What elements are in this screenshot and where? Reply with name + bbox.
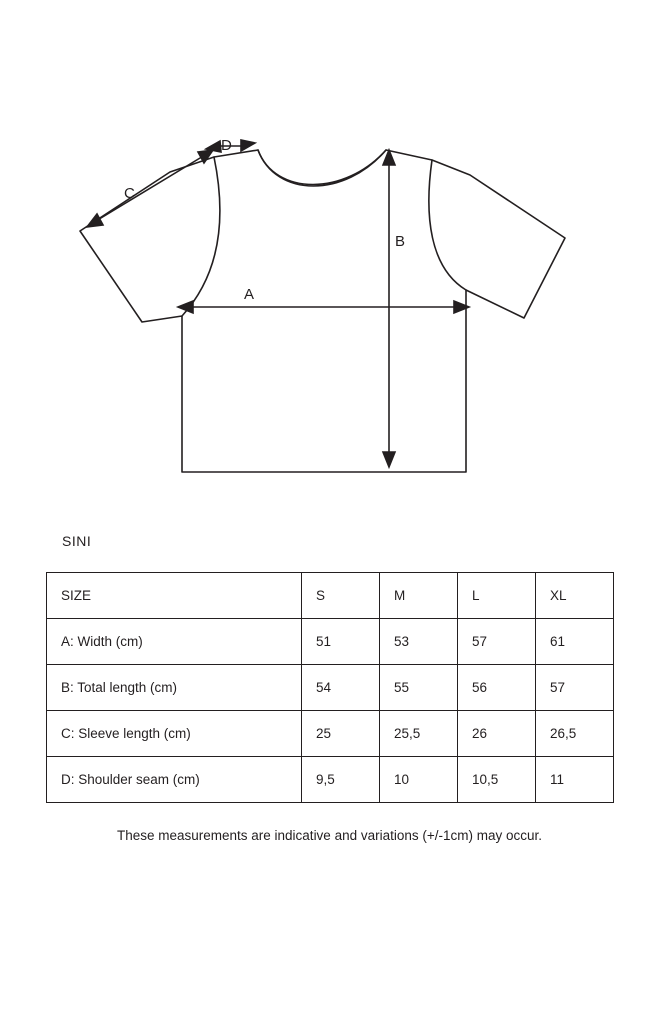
table-header-l: L (458, 573, 536, 619)
cell-width-xl: 61 (536, 619, 614, 665)
arrowhead-c-low (87, 214, 103, 227)
size-table (46, 572, 614, 803)
cell-shoulder-seam-m: 10 (380, 757, 458, 803)
dimension-line-c (96, 155, 205, 221)
cell-shoulder-seam-l: 10,5 (458, 757, 536, 803)
cell-width-m: 53 (380, 619, 458, 665)
product-name: SINI (62, 533, 92, 549)
row-label-shoulder-seam: D: Shoulder seam (cm) (47, 757, 302, 803)
cell-total-length-s: 54 (302, 665, 380, 711)
cell-sleeve-length-xl: 26,5 (536, 711, 614, 757)
cell-width-s: 51 (302, 619, 380, 665)
cell-total-length-m: 55 (380, 665, 458, 711)
dimension-letter-a: A (244, 286, 255, 303)
dimension-letter-d: D (221, 137, 232, 154)
tshirt-outline (80, 150, 565, 472)
table-header-size: SIZE (47, 573, 302, 619)
cell-sleeve-length-m: 25,5 (380, 711, 458, 757)
table-row (47, 665, 614, 711)
cell-shoulder-seam-s: 9,5 (302, 757, 380, 803)
cell-sleeve-length-s: 25 (302, 711, 380, 757)
table-header-m: M (380, 573, 458, 619)
cell-shoulder-seam-xl: 11 (536, 757, 614, 803)
arrowhead-d-right (241, 140, 255, 151)
dimension-letter-b: B (395, 233, 406, 250)
neckline (258, 150, 386, 186)
left-sleeve-seam (182, 157, 220, 316)
right-sleeve-seam (429, 160, 466, 290)
table-row (47, 757, 614, 803)
dimension-letter-c: C (124, 185, 135, 202)
table-row (47, 711, 614, 757)
measurement-footnote: These measurements are indicative and variations (+/-1cm) may occur. (116, 828, 543, 843)
arrowhead-b-bottom (383, 452, 395, 467)
table-header-row (47, 573, 614, 619)
row-label-total-length: B: Total length (cm) (47, 665, 302, 711)
row-label-width: A: Width (cm) (47, 619, 302, 665)
cell-width-l: 57 (458, 619, 536, 665)
cell-sleeve-length-l: 26 (458, 711, 536, 757)
table-header-xl: XL (536, 573, 614, 619)
cell-total-length-l: 56 (458, 665, 536, 711)
table-header-s: S (302, 573, 380, 619)
table-row (47, 619, 614, 665)
cell-total-length-xl: 57 (536, 665, 614, 711)
row-label-sleeve-length: C: Sleeve length (cm) (47, 711, 302, 757)
